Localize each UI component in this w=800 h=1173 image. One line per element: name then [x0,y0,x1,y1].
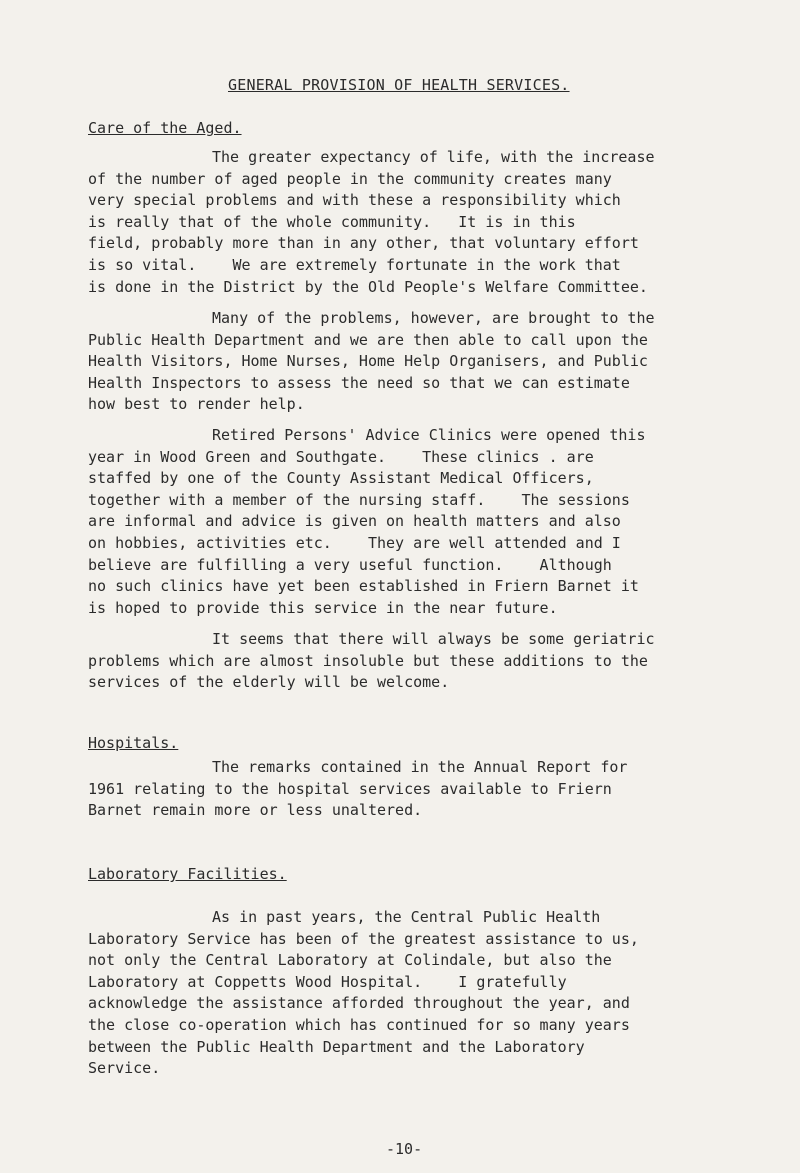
text-line: is so vital. We are extremely fortunate in the work that [88,255,621,274]
text-line: together with a member of the nursing staff. The sessions [88,490,630,509]
text-line: how best to render help. [88,395,305,414]
text-line: staffed by one of the County Assistant Medical Officers, [88,469,594,488]
paragraph-aged-1 [88,147,748,298]
text-line: is hoped to provide this service in the near future. [88,598,558,617]
text-line: not only the Central Laboratory at Colindale, but also the [88,951,612,970]
text-line: problems which are almost insoluble but these additions to the [88,651,648,670]
text-line: Public Health Department and we are then able to call upon the [88,330,648,349]
page-title: GENERAL PROVISION OF HEALTH SERVICES. [228,76,570,94]
paragraph-aged-2 [88,308,748,416]
text-line: Many of the problems, however, are brought to the [212,309,655,327]
text-line: very special problems and with these a responsibility which [88,191,621,210]
page-number: -10- [386,1140,423,1158]
text-line: field, probably more than in any other, that voluntary effort [88,234,639,253]
text-line: between the Public Health Department and the Laboratory [88,1037,585,1056]
text-line: no such clinics have yet been established in Friern Barnet it [88,577,639,596]
text-line: 1961 relating to the hospital services available to Friern [88,779,612,798]
text-line: It seems that there will always be some geriatric [212,630,655,648]
text-line: Retired Persons' Advice Clinics were opened this [212,426,646,444]
text-line: services of the elderly will be welcome. [88,673,450,692]
text-line: Service. [88,1059,161,1078]
text-line: As in past years, the Central Public Health [212,908,601,926]
text-line: Laboratory at Coppetts Wood Hospital. I gratefully [88,972,567,991]
paragraph-aged-4 [88,629,748,694]
paragraph-hospitals [88,757,748,822]
text-line: year in Wood Green and Southgate. These clinics . are [88,447,594,466]
text-line: Barnet remain more or less unaltered. [88,801,423,820]
text-line: is really that of the whole community. It is in this [88,212,576,231]
text-line: acknowledge the assistance afforded throughout the year, and [88,994,630,1013]
heading-laboratory-facilities: Laboratory Facilities. [88,865,287,883]
text-line: are informal and advice is given on health matters and also [88,512,621,531]
text-line: Health Visitors, Home Nurses, Home Help Organisers, and Public [88,352,648,371]
text-line: on hobbies, activities etc. They are well attended and I [88,533,621,552]
text-line: The greater expectancy of life, with the increase [212,148,655,166]
text-line: Laboratory Service has been of the greatest assistance to us, [88,929,639,948]
text-line: The remarks contained in the Annual Report for [212,758,628,776]
text-line: of the number of aged people in the community creates many [88,169,612,188]
text-line: believe are fulfilling a very useful function. Although [88,555,612,574]
paragraph-laboratory [88,907,748,1080]
heading-hospitals: Hospitals. [88,734,179,752]
text-line: the close co-operation which has continued for so many years [88,1015,630,1034]
paragraph-aged-3 [88,425,748,619]
text-line: is done in the District by the Old People's Welfare Committee. [88,277,648,296]
heading-care-of-the-aged: Care of the Aged. [88,119,242,137]
text-line: Health Inspectors to assess the need so that we can estimate [88,373,630,392]
